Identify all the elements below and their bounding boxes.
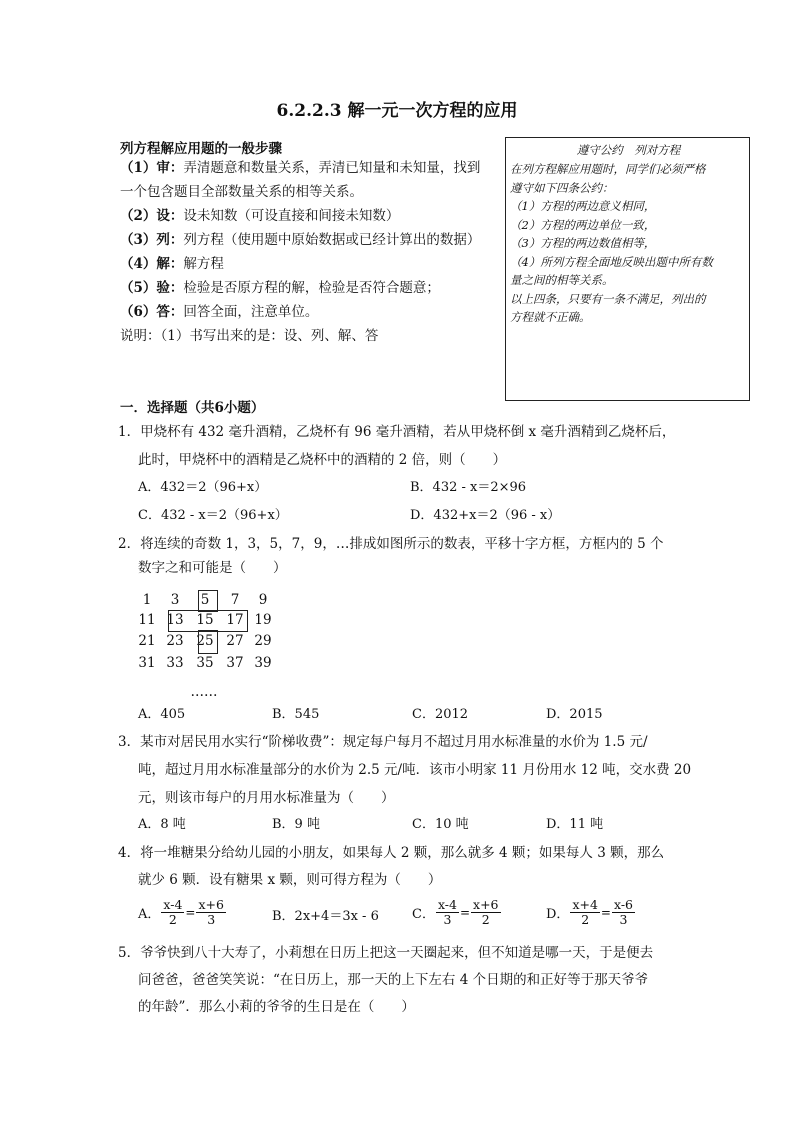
- cross-frame-bottom: [198, 630, 218, 654]
- question-3-line1: 3．某市对居民用水实行“阶梯收费”：规定每户每月不超过月用水标准量的水价为 1.5 元/: [118, 734, 648, 750]
- box-title: 遵守公约 列对方程: [576, 143, 681, 157]
- table-cell: 39: [254, 655, 272, 671]
- q4-option-c[interactable]: C． $\frac{x-4}{3}$ = $\frac{x+6}{2}$: [412, 897, 499, 927]
- box-line: 遵守如下四条公约：: [510, 180, 614, 195]
- table-cell: 3: [170, 592, 180, 608]
- box-line: 量之间的相等关系。: [510, 273, 614, 287]
- box-line: （1）方程的两边意义相同，: [510, 199, 656, 213]
- question-4-line2: 就少 6 颗．设有糖果 x 颗，则可得方程为（ ）: [138, 872, 442, 888]
- q3-option-c[interactable]: C．10 吨: [412, 817, 469, 832]
- box-line: （4）所列方程全面地反映出题中所有数: [510, 254, 713, 269]
- q1-option-c[interactable]: C．432 - x＝2（96+x）: [138, 508, 288, 523]
- table-cell: 21: [138, 633, 156, 649]
- step-note: 说明：（1）书写出来的是：设、列、解、答: [120, 328, 379, 344]
- q1-option-a[interactable]: A．432＝2（96+x）: [138, 480, 268, 495]
- box-line: （2）方程的两边单位一致，: [510, 217, 656, 232]
- page-title: 6.2.2.3 解一元一次方程的应用: [276, 101, 518, 121]
- box-line: （3）方程的两边数值相等，: [510, 236, 656, 250]
- question-3-line2: 吨，超过月用水标准量部分的水价为 2.5 元/吨．该市小明家 11 月份用水 12 吨，交水费 20: [138, 762, 692, 778]
- table-cell: 29: [254, 633, 272, 649]
- question-1-line1: 1．甲烧杯有 432 毫升酒精，乙烧杯有 96 毫升酒精，若从甲烧杯倒 x 毫升酒精到乙烧杯后，: [118, 424, 676, 440]
- q4-option-b[interactable]: B．2x+4＝3x - 6: [272, 909, 379, 924]
- q2-option-b[interactable]: B．545: [272, 707, 320, 722]
- q2-option-c[interactable]: C．2012: [412, 707, 469, 722]
- q4-option-d[interactable]: D． $\frac{x+4}{2}$ = $\frac{x-6}{3}$: [546, 897, 633, 927]
- convention-box: [505, 137, 750, 401]
- table-cell: 19: [254, 612, 272, 628]
- box-line: 以上四条，只要有一条不满足，列出的: [510, 291, 706, 306]
- table-cell: 27: [226, 633, 244, 649]
- box-line: 在列方程解应用题时，同学们必须严格: [510, 162, 706, 176]
- q3-option-b[interactable]: B．9 吨: [272, 817, 320, 832]
- step-line: （5）验：检验是否原方程的解，检验是否符合题意；: [120, 280, 440, 296]
- table-ellipsis: ……: [190, 684, 218, 700]
- step-line: （3）列：列方程（使用题中原始数据或已经计算出的数据）: [120, 232, 481, 248]
- question-2-line1: 2．将连续的奇数 1，3，5，7，9，…排成如图所示的数表，平移十字方框，方框内的 5 个: [118, 536, 664, 552]
- cross-frame-top: [198, 590, 218, 612]
- question-4-line1: 4．将一堆糖果分给幼儿园的小朋友，如果每人 2 颗，那么就多 4 颗；如果每人 3 颗，那么: [118, 845, 665, 861]
- table-cell: 31: [138, 655, 156, 671]
- table-cell: 11: [138, 612, 156, 628]
- steps-heading: 列方程解应用题的一般步骤: [120, 141, 282, 157]
- step-line: 一个包含题目全部数量关系的相等关系。: [120, 184, 363, 200]
- table-cell: 13: [166, 612, 184, 628]
- section-heading: 一．选择题（共6小题）: [120, 400, 265, 416]
- table-cell: 9: [258, 592, 268, 608]
- table-cell: 23: [166, 633, 184, 649]
- question-3-line3: 元，则该市每户的月用水标准量为（ ）: [138, 790, 395, 806]
- question-1-line2: 此时，甲烧杯中的酒精是乙烧杯中的酒精的 2 倍，则（ ）: [138, 452, 507, 468]
- table-cell: 25: [196, 633, 214, 649]
- step-line: （2）设：设未知数（可设直接和间接未知数）: [120, 208, 400, 224]
- q1-option-d[interactable]: D．432+x＝2（96 - x）: [410, 508, 561, 523]
- table-cell: 37: [226, 655, 244, 671]
- box-line: 方程就不正确。: [510, 310, 591, 324]
- cross-frame-middle: [168, 610, 248, 632]
- question-5-line1: 5．爷爷快到八十大寿了，小莉想在日历上把这一天圈起来，但不知道是哪一天，于是便去: [118, 945, 654, 961]
- table-cell: 35: [196, 655, 214, 671]
- step-line: （1）审：弄清题意和数量关系，弄清已知量和未知量，找到: [120, 160, 481, 176]
- step-line: （6）答：回答全面，注意单位。: [120, 304, 319, 320]
- table-cell: 33: [166, 655, 184, 671]
- table-cell: 17: [226, 612, 244, 628]
- question-5-line3: 的年龄”．那么小莉的爷爷的生日是在（ ）: [138, 999, 415, 1015]
- table-cell: 1: [142, 592, 152, 608]
- table-cell: 15: [196, 612, 214, 628]
- question-5-line2: 问爸爸，爸爸笑笑说：“在日历上，那一天的上下左右 4 个日期的和正好等于那天爷爷: [138, 972, 649, 988]
- table-cell: 7: [230, 592, 240, 608]
- question-2-line2: 数字之和可能是（ ）: [138, 560, 287, 576]
- step-line: （4）解：解方程: [120, 256, 224, 272]
- q3-option-d[interactable]: D．11 吨: [546, 817, 604, 832]
- q3-option-a[interactable]: A．8 吨: [138, 817, 186, 832]
- q4-option-a[interactable]: A． $\frac{x-4}{2}$ = $\frac{x+6}{3}$: [138, 897, 224, 927]
- q2-option-d[interactable]: D．2015: [546, 707, 603, 722]
- q1-option-b[interactable]: B．432 - x＝2×96: [410, 480, 527, 495]
- q2-option-a[interactable]: A．405: [138, 707, 186, 722]
- table-cell: 5: [200, 592, 210, 608]
